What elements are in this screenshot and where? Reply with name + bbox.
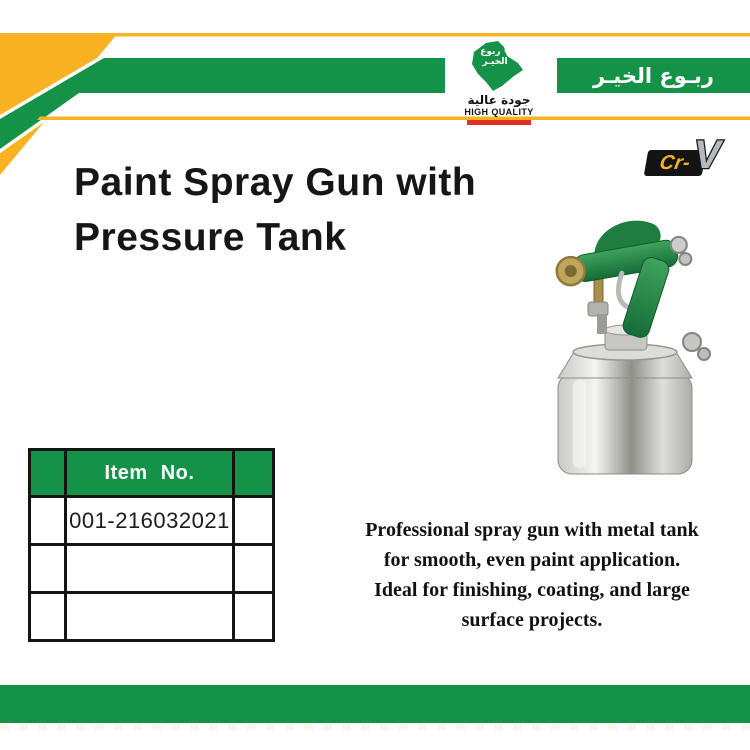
logo-map-text [460, 47, 530, 67]
description-line: Ideal for finishing, coating, and large [374, 579, 690, 601]
product-image-spray-gun [478, 202, 733, 484]
brand-name-arabic: ربـوع الخيـر [593, 63, 715, 88]
description-line: for smooth, even paint application. [383, 549, 681, 571]
item-table [28, 448, 275, 642]
footer-faint-strip [0, 724, 750, 730]
brand-logo [460, 40, 538, 125]
crv-badge [646, 133, 736, 183]
table-row [30, 593, 274, 641]
table-header-cell-right [234, 450, 274, 497]
crv-text-v: V [694, 133, 721, 177]
table-cell [234, 593, 274, 641]
table-cell [66, 593, 234, 641]
footer-green-band [0, 685, 750, 723]
table-cell [30, 545, 66, 593]
table-cell [30, 497, 66, 545]
description-line: Professional spray gun with metal tank [365, 519, 699, 541]
table-cell [66, 545, 234, 593]
table-header-cell-left [30, 450, 66, 497]
table-header-row [30, 450, 274, 497]
table-row [30, 497, 274, 545]
table-cell [234, 497, 274, 545]
table-row [30, 545, 274, 593]
page-title-line1: Paint Spray Gun with [74, 161, 477, 204]
logo-registered-mark: ® [503, 48, 510, 55]
page-title-line2: Pressure Tank [74, 216, 347, 259]
logo-quality-arabic: جودة عالية [467, 93, 531, 107]
saudi-map-icon [460, 40, 538, 92]
product-description [328, 515, 736, 635]
table-cell [30, 593, 66, 641]
logo-quality-english: HIGH QUALITY [464, 107, 534, 117]
logo-map-line1: ربوع [480, 47, 501, 57]
table-header-cell-item-no: Item No. [66, 450, 234, 497]
description-line: surface projects. [461, 609, 603, 631]
logo-map-line2: الخيـر [482, 57, 508, 67]
table-cell [234, 545, 274, 593]
logo-red-underline [467, 120, 531, 125]
table-cell-item-number: 001-216032021 [66, 497, 234, 545]
crv-text-left: Cr- [657, 151, 693, 174]
